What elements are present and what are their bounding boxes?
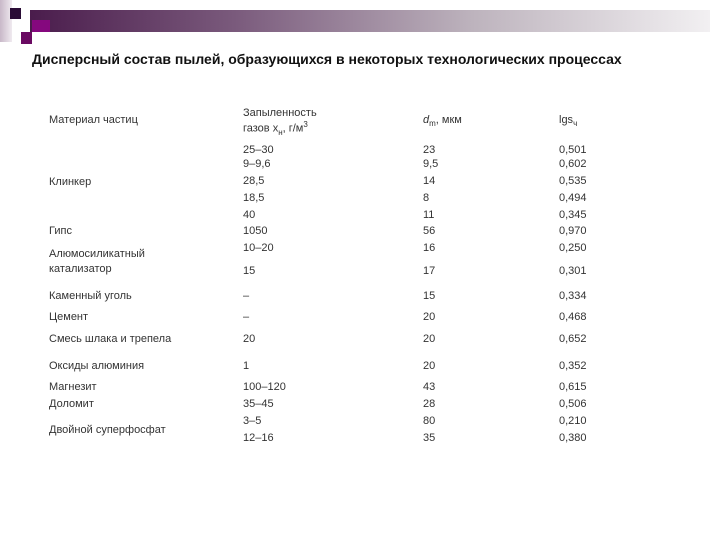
dust-value: 1 — [243, 360, 250, 372]
header-dust-line1: Запыленность — [243, 107, 317, 119]
lgs-value: 0,468 — [559, 311, 587, 323]
lgs-value: 0,345 — [559, 209, 587, 221]
lgs-value: 0,494 — [559, 192, 587, 204]
lgs-value: 0,506 — [559, 398, 587, 410]
decor-square-dark — [10, 8, 21, 19]
material-label: Смесь шлака и трепела — [49, 333, 172, 345]
dust-value: 9–9,6 — [243, 158, 271, 170]
dm-value: 9,5 — [423, 158, 439, 170]
material-label: Гипс — [49, 225, 72, 237]
lgs-value: 0,501 — [559, 144, 587, 156]
dust-value: 1050 — [243, 225, 268, 237]
decor-square-light — [0, 0, 12, 42]
dust-value: 18,5 — [243, 192, 265, 204]
material-label: Оксиды алюминия — [49, 360, 145, 372]
dm-value: 43 — [423, 381, 436, 393]
lgs-value: 0,301 — [559, 265, 587, 277]
dm-value: 16 — [423, 242, 436, 254]
dust-value: 35–45 — [243, 398, 274, 410]
dust-value: 20 — [243, 333, 256, 345]
material-label: катализатор — [49, 263, 112, 275]
dm-value: 56 — [423, 225, 436, 237]
dm-value: 11 — [423, 209, 435, 221]
lgs-value: 0,602 — [559, 158, 587, 170]
dm-value: 8 — [423, 192, 430, 204]
header-dust-line2: газов $x_н$, $г/м^3$ — [243, 120, 308, 137]
dust-value: 28,5 — [243, 175, 265, 187]
slide-title: Дисперсный состав пылей, образующихся в некоторых технологических процессах — [32, 51, 622, 67]
dust-value: 3–5 — [243, 415, 262, 427]
dm-value: 28 — [423, 398, 436, 410]
decor-square-purple — [21, 32, 32, 44]
lgs-value: 0,334 — [559, 290, 587, 302]
header-lgs: lgs$_ч$ — [559, 114, 578, 129]
material-label: Двойной суперфосфат — [49, 424, 166, 436]
material-label: Каменный уголь — [49, 290, 132, 302]
dm-value: 23 — [423, 144, 436, 156]
material-label: Цемент — [49, 311, 89, 323]
lgs-value: 0,535 — [559, 175, 587, 187]
lgs-value: 0,652 — [559, 333, 587, 345]
header-dm: $d_m$, мкм — [423, 114, 462, 129]
lgs-value: 0,970 — [559, 225, 587, 237]
material-label: Доломит — [49, 398, 94, 410]
material-label: Клинкер — [49, 176, 92, 188]
dust-value: 10–20 — [243, 242, 274, 254]
lgs-value: 0,250 — [559, 242, 587, 254]
dm-value: 35 — [423, 432, 436, 444]
dm-value: 20 — [423, 360, 436, 372]
dm-value: 14 — [423, 175, 436, 187]
dm-value: 20 — [423, 333, 436, 345]
dm-value: 15 — [423, 290, 436, 302]
dm-value: 20 — [423, 311, 436, 323]
lgs-value: 0,210 — [559, 415, 587, 427]
dm-value: 17 — [423, 265, 436, 277]
lgs-value: 0,615 — [559, 381, 587, 393]
dust-value: 12–16 — [243, 432, 274, 444]
dm-value: 80 — [423, 415, 436, 427]
dust-value: – — [243, 311, 250, 323]
dust-value: 25–30 — [243, 144, 274, 156]
lgs-value: 0,352 — [559, 360, 587, 372]
material-label: Алюмосиликатный — [49, 248, 145, 260]
header-material: Материал частиц — [49, 114, 138, 126]
dust-value: 40 — [243, 209, 256, 221]
lgs-value: 0,380 — [559, 432, 587, 444]
dust-value: – — [243, 290, 250, 302]
material-label: Магнезит — [49, 381, 97, 393]
header-gradient-bar — [30, 10, 710, 32]
dust-value: 100–120 — [243, 381, 286, 393]
decor-square-magenta — [32, 20, 50, 32]
dust-value: 15 — [243, 265, 256, 277]
